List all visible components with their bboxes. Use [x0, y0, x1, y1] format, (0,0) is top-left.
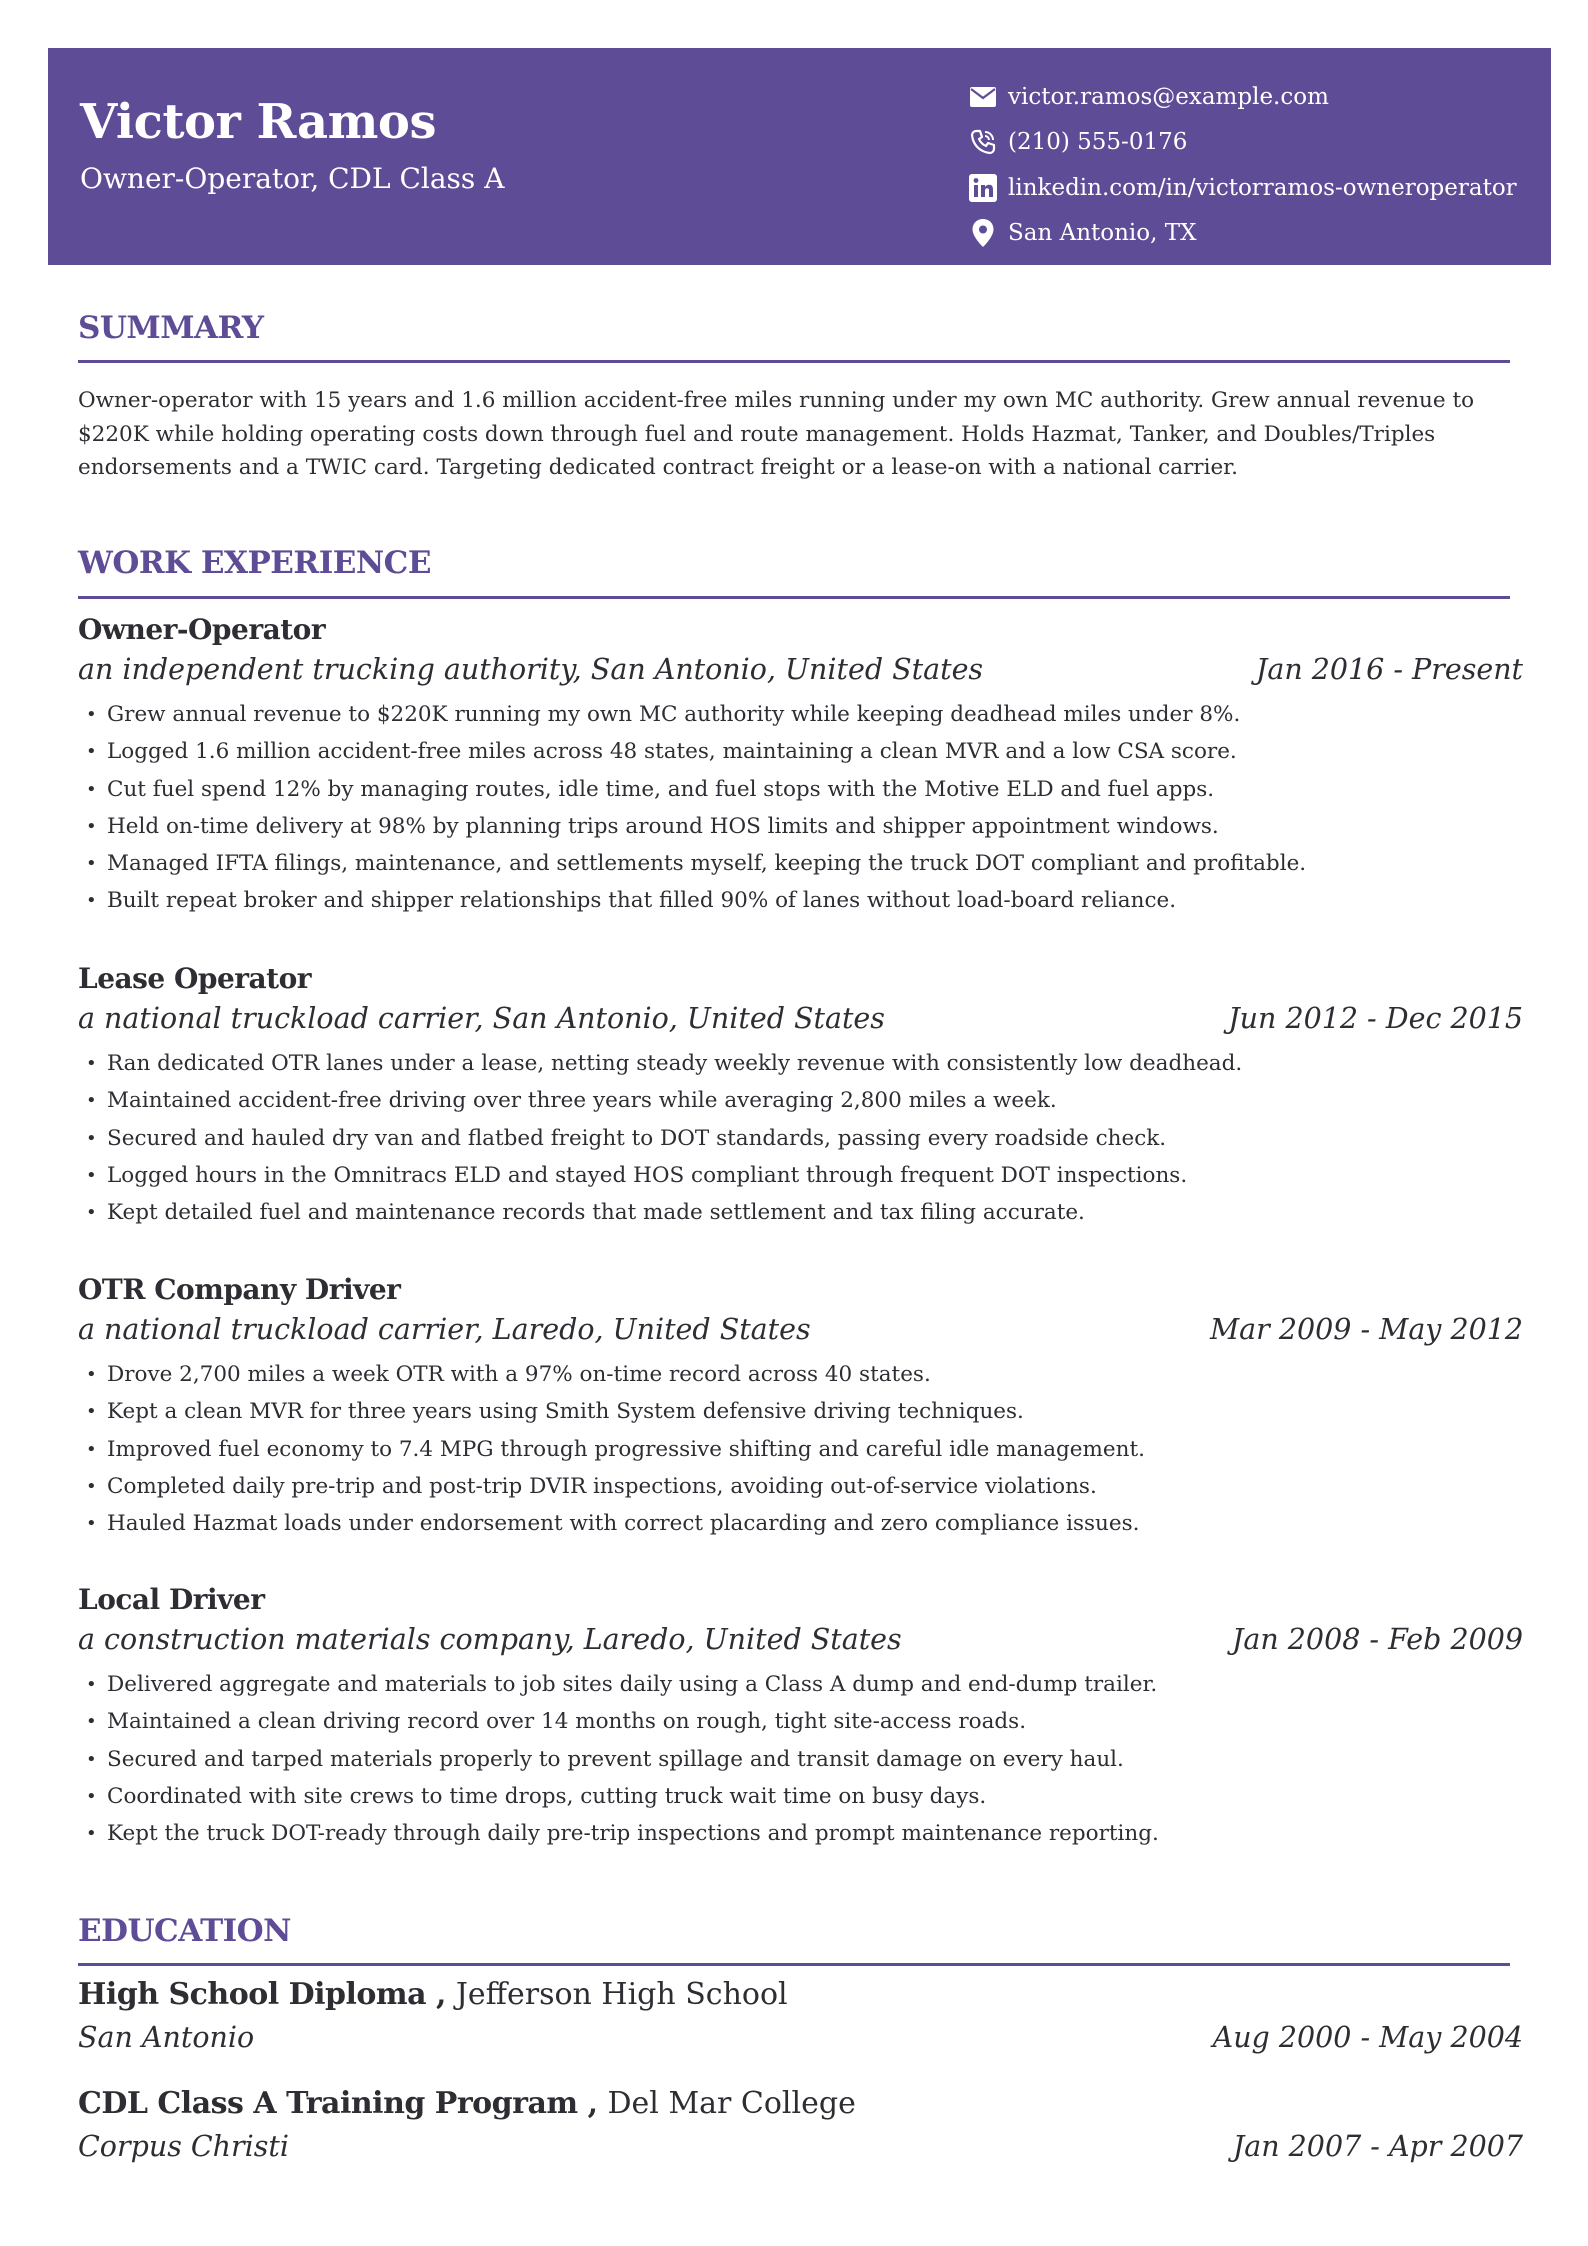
job-organization: an independent trucking authority, San Antonio, United States — [78, 653, 984, 686]
candidate-role: Owner-Operator, CDL Class A — [80, 162, 505, 195]
list-item: • Drove 2,700 miles a week OTR with a 97% on-time record across 40 states. — [78, 1356, 1145, 1393]
job-dates: Jan 2008 - Feb 2009 — [1231, 1623, 1523, 1656]
location-pin-icon — [968, 218, 998, 248]
education-separator: , — [577, 2086, 608, 2121]
job-entry — [78, 613, 1523, 914]
summary-divider — [78, 360, 1510, 363]
list-item: • Ran dedicated OTR lanes under a lease, netting steady weekly revenue with consistently low deadhead. — [78, 1045, 1242, 1082]
list-item: • Held on-time delivery at 98% by planning trips around HOS limits and shipper appointment windows. — [78, 808, 1306, 845]
job-dates: Mar 2009 - May 2012 — [1210, 1313, 1523, 1346]
list-item: • Delivered aggregate and materials to job sites daily using a Class A dump and end-dump trailer. — [78, 1666, 1159, 1703]
job-entry — [78, 962, 1523, 1226]
education-section — [78, 1913, 1510, 1949]
contact-linkedin-text: linkedin.com/in/victorramos-owneroperator — [1008, 174, 1517, 201]
experience-section — [78, 545, 1510, 581]
experience-heading: WORK EXPERIENCE — [78, 545, 431, 581]
job-bullets — [78, 696, 1306, 920]
list-item: • Grew annual revenue to $220K running my own MC authority while keeping deadhead miles under 8%. — [78, 696, 1306, 733]
candidate-name: Victor Ramos — [80, 94, 436, 150]
list-item: • Secured and hauled dry van and flatbed freight to DOT standards, passing every roadside check. — [78, 1120, 1242, 1157]
education-heading-line — [78, 2086, 1523, 2121]
list-item: • Logged hours in the Omnitracs ELD and stayed HOS compliant through frequent DOT inspections. — [78, 1157, 1242, 1194]
contact-location — [968, 211, 1517, 257]
list-item: • Kept detailed fuel and maintenance records that made settlement and tax filing accurate. — [78, 1194, 1242, 1231]
contact-linkedin[interactable] — [968, 165, 1517, 211]
education-dates: Aug 2000 - May 2004 — [1212, 2021, 1523, 2054]
list-item: • Built repeat broker and shipper relationships that filled 90% of lanes without load-board reliance. — [78, 882, 1306, 919]
job-dates: Jan 2016 - Present — [1255, 653, 1523, 686]
education-separator: , — [426, 1977, 456, 2012]
linkedin-icon — [968, 173, 998, 203]
job-organization: a national truckload carrier, Laredo, United States — [78, 1313, 811, 1346]
phone-icon — [968, 127, 998, 157]
education-heading-line — [78, 1977, 1523, 2012]
job-bullets — [78, 1045, 1242, 1231]
contact-email[interactable] — [968, 74, 1517, 120]
envelope-icon — [968, 82, 998, 112]
education-entry — [78, 2086, 1523, 2163]
job-organization: a construction materials company, Laredo, United States — [78, 1623, 902, 1656]
job-title: OTR Company Driver — [78, 1273, 401, 1306]
summary-text: Owner-operator with 15 years and 1.6 million accident-free miles running under my own MC authority. Grew annual revenue to $220K while holding operating costs down through fuel and route management. Holds Hazmat, Tanker, and Doubles/Triples endorsements and a TWIC card. Targeting dedicated contract freight or a lease-on with a national carrier. — [78, 388, 1475, 480]
list-item: • Completed daily pre-trip and post-trip DVIR inspections, avoiding out-of-service violations. — [78, 1468, 1145, 1505]
job-dates: Jun 2012 - Dec 2015 — [1228, 1002, 1523, 1035]
list-item: • Improved fuel economy to 7.4 MPG through progressive shifting and careful idle management. — [78, 1431, 1145, 1468]
list-item: • Logged 1.6 million accident-free miles across 48 states, maintaining a clean MVR and a low CSA score. — [78, 733, 1306, 770]
list-item: • Hauled Hazmat loads under endorsement with correct placarding and zero compliance issues. — [78, 1505, 1145, 1542]
job-organization: a national truckload carrier, San Antonio, United States — [78, 1002, 885, 1035]
summary-heading: SUMMARY — [78, 310, 264, 346]
job-entry — [78, 1583, 1523, 1847]
contact-email-text: victor.ramos@example.com — [1008, 83, 1329, 110]
job-title: Owner-Operator — [78, 613, 326, 646]
list-item: • Cut fuel spend 12% by managing routes, idle time, and fuel stops with the Motive ELD and fuel apps. — [78, 771, 1306, 808]
contact-phone[interactable] — [968, 120, 1517, 166]
list-item: • Secured and tarped materials properly to prevent spillage and transit damage on every haul. — [78, 1741, 1159, 1778]
education-entry — [78, 1977, 1523, 2054]
summary-section — [78, 310, 1510, 480]
job-bullets — [78, 1666, 1159, 1852]
education-school: Jefferson High School — [455, 1977, 788, 2012]
job-title: Lease Operator — [78, 962, 312, 995]
header-banner — [48, 48, 1551, 265]
list-item: • Coordinated with site crews to time drops, cutting truck wait time on busy days. — [78, 1778, 1159, 1815]
list-item: • Maintained a clean driving record over 14 months on rough, tight site-access roads. — [78, 1703, 1159, 1740]
education-location: Corpus Christi — [78, 2130, 289, 2163]
education-degree: CDL Class A Training Program — [78, 2086, 578, 2121]
contact-list — [968, 74, 1517, 256]
contact-location-text: San Antonio, TX — [1008, 220, 1197, 247]
education-location: San Antonio — [78, 2021, 255, 2054]
list-item: • Kept a clean MVR for three years using Smith System defensive driving techniques. — [78, 1393, 1145, 1430]
education-school: Del Mar College — [607, 2086, 856, 2121]
education-divider — [78, 1963, 1510, 1966]
list-item: • Maintained accident-free driving over three years while averaging 2,800 miles a week. — [78, 1082, 1242, 1119]
education-dates: Jan 2007 - Apr 2007 — [1232, 2130, 1523, 2163]
list-item: • Kept the truck DOT-ready through daily pre-trip inspections and prompt maintenance reporting. — [78, 1815, 1159, 1852]
contact-phone-text: (210) 555-0176 — [1008, 129, 1188, 156]
experience-divider — [78, 596, 1510, 599]
list-item: • Managed IFTA filings, maintenance, and settlements myself, keeping the truck DOT compliant and profitable. — [78, 845, 1306, 882]
job-title: Local Driver — [78, 1583, 265, 1616]
education-heading: EDUCATION — [78, 1913, 291, 1949]
job-bullets — [78, 1356, 1145, 1542]
job-entry — [78, 1273, 1523, 1537]
education-degree: High School Diploma — [78, 1977, 427, 2012]
